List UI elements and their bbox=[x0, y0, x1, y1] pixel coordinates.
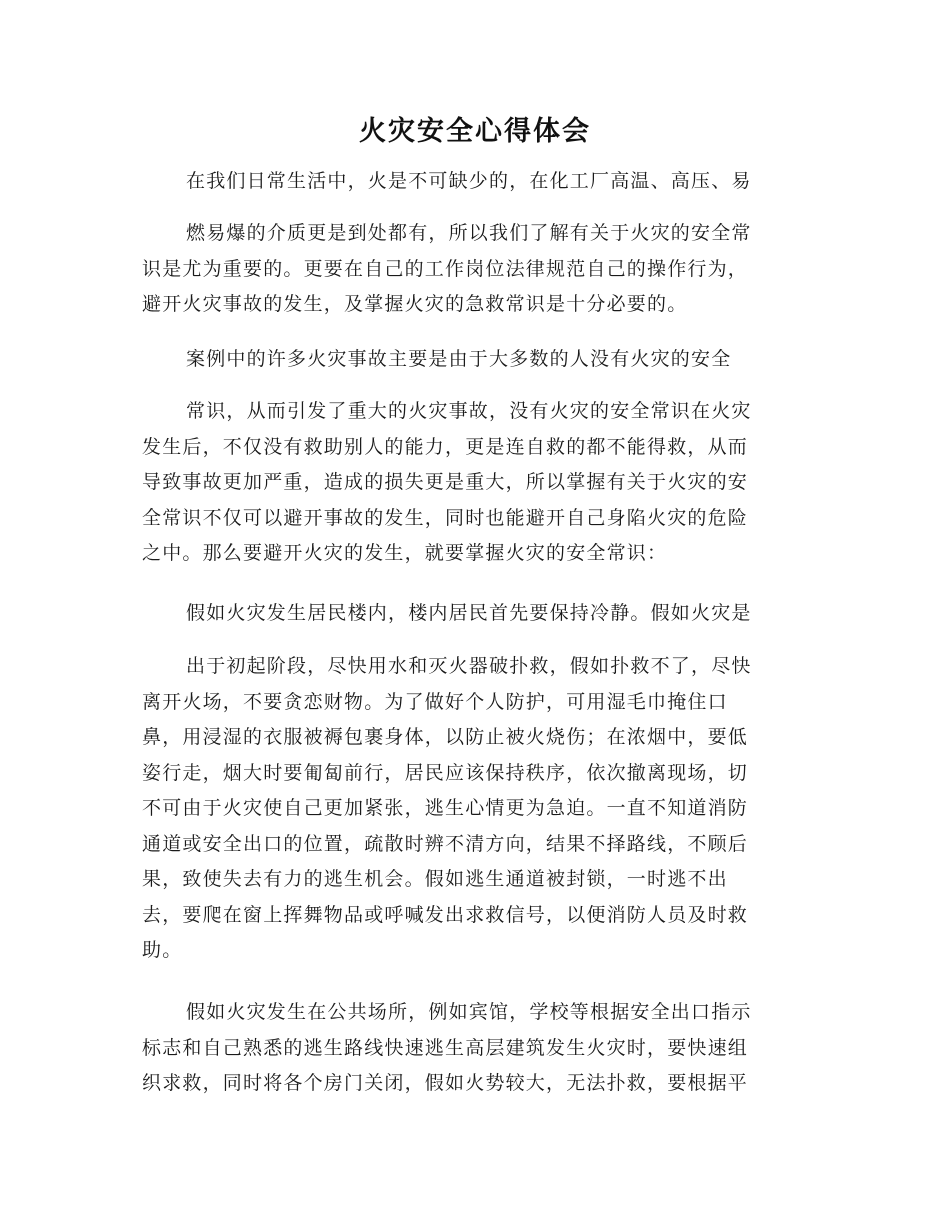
paragraph-line: 发生后，不仅没有救助别人的能力，更是连自救的都不能得救，从而 bbox=[142, 435, 749, 458]
paragraph-line: 不可由于火灾使自己更加紧张，逃生心情更为急迫。一直不知道消防 bbox=[142, 797, 749, 819]
paragraph-1 bbox=[142, 164, 798, 200]
paragraph-line: 出于初起阶段，尽快用水和灭火器破扑救，假如扑救不了，尽快 bbox=[186, 655, 752, 677]
paragraph-6 bbox=[142, 649, 798, 969]
paragraph-line: 姿行走，烟大时要匍匐前行，居民应该保持秩序，依次撤离现场，切 bbox=[142, 761, 749, 784]
paragraph-line: 之中。那么要避开火灾的发生，就要掌握火灾的安全常识： bbox=[142, 542, 668, 564]
paragraph-4 bbox=[142, 394, 798, 572]
paragraph-line: 案例中的许多火灾事故主要是由于大多数的人没有火灾的安全 bbox=[186, 348, 732, 370]
paragraph-line: 全常识不仅可以避开事故的发生，同时也能避开自己身陷火灾的危险 bbox=[142, 506, 749, 529]
paragraph-line: 在我们日常生活中，火是不可缺少的，在化工厂高温、高压、易 bbox=[186, 170, 752, 192]
paragraph-line: 助。 bbox=[142, 939, 183, 961]
paragraph-line: 离开火场，不要贪恋财物。为了做好个人防护，可用湿毛巾掩住口 bbox=[142, 690, 728, 713]
paragraph-line: 导致事故更加严重，造成的损失更是重大，所以掌握有关于火灾的安 bbox=[142, 471, 749, 493]
paragraph-line: 燃易爆的介质更是到处都有，所以我们了解有关于火灾的安全常 bbox=[186, 222, 752, 244]
paragraph-7 bbox=[142, 995, 798, 1102]
paragraph-line: 果，致使失去有力的逃生机会。假如逃生通道被封锁，一时逃不出 bbox=[142, 868, 728, 890]
paragraph-line: 通道或安全出口的位置，疏散时辨不清方向，结果不择路线，不顾后 bbox=[142, 832, 749, 855]
paragraph-line: 假如火灾发生在公共场所，例如宾馆，学校等根据安全出口指示 bbox=[186, 1001, 752, 1023]
paragraph-line: 标志和自己熟悉的逃生路线快速逃生高层建筑发生火灾时，要快速组 bbox=[142, 1036, 749, 1059]
paragraph-2 bbox=[142, 216, 798, 323]
paragraph-line: 假如火灾发生居民楼内，楼内居民首先要保持冷静。假如火灾是 bbox=[186, 602, 752, 624]
paragraph-line: 去，要爬在窗上挥舞物品或呼喊发出求救信号，以便消防人员及时救 bbox=[142, 903, 749, 926]
paragraph-line: 鼻，用浸湿的衣服被褥包裹身体，以防止被火烧伤；在浓烟中，要低 bbox=[142, 726, 749, 748]
paragraph-line: 避开火灾事故的发生，及掌握火灾的急救常识是十分必要的。 bbox=[142, 293, 688, 315]
paragraph-line: 常识，从而引发了重大的火灾事故，没有火灾的安全常识在火灾 bbox=[186, 400, 752, 422]
paragraph-line: 识是尤为重要的。更要在自己的工作岗位法律规范自己的操作行为， bbox=[142, 257, 749, 280]
document-title: 火灾安全心得体会 bbox=[359, 116, 591, 147]
paragraph-line: 织求救，同时将各个房门关闭，假如火势较大，无法扑救，要根据平 bbox=[142, 1072, 749, 1094]
paragraph-5 bbox=[142, 596, 798, 632]
paragraph-3 bbox=[142, 342, 798, 378]
